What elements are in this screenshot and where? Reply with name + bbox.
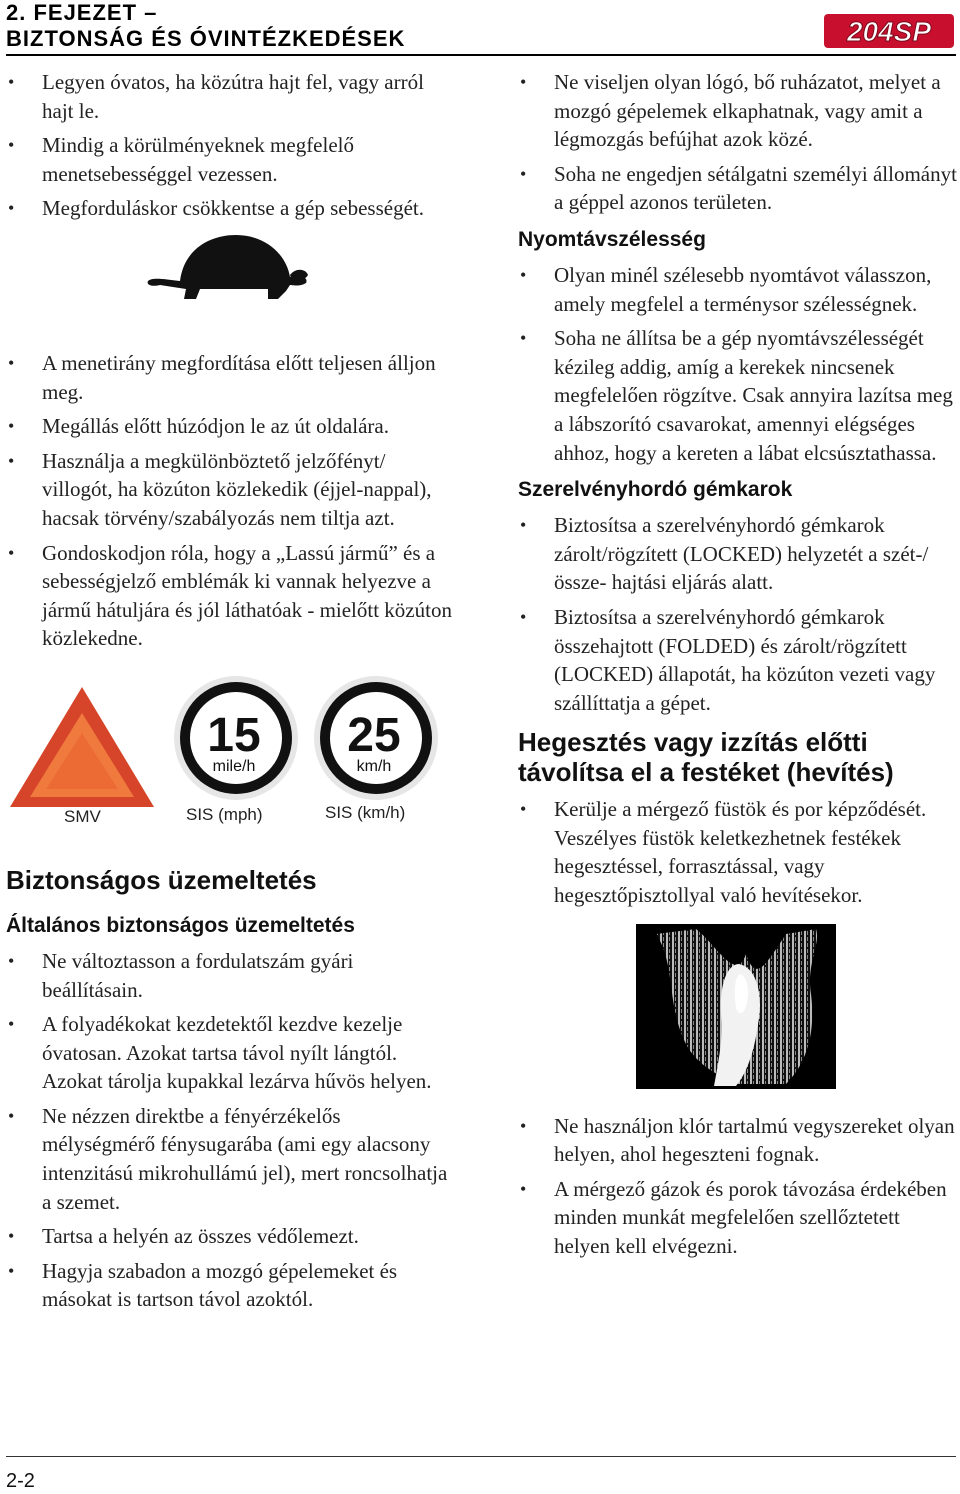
- list-item: • Megforduláskor csökkentse a gép sebességét.: [6, 194, 456, 223]
- bullet-list: [518, 1112, 958, 1261]
- list-item: • Kerülje a mérgező füstök és por képződését. Veszélyes füstök keletkezhetnek festékek hegesztéssel, forrasztással, vagy hegesztőpisztollyal való hevítésekor.: [518, 795, 958, 909]
- list-item: • Ne viseljen olyan lógó, bő ruházatot, melyet a mozgó gépelemek elkaphatnak, vagy amit a légmozgás befújhat azok közé.: [518, 68, 958, 154]
- road-signs-figure: [6, 673, 456, 909]
- list-item: • Használja a megkülönböztető jelzőfényt/ villogót, ha közúton közlekedik (éjjel-nappal), hacsak törvény/szabályozás nem tiltja azt.: [6, 447, 456, 533]
- bullet-list: [518, 261, 958, 467]
- smv-label: SMV: [64, 806, 101, 826]
- list-item: • Megállás előtt húzódjon le az út oldalára.: [6, 412, 456, 441]
- list-item: • A mérgező gázok és porok távozása érdekében minden munkát megfelelően szellőztetett helyen kell elvégezni.: [518, 1175, 958, 1261]
- section-title: Biztonságos üzemeltetés: [6, 864, 317, 895]
- sis-mph-label: SIS (mph): [186, 804, 263, 824]
- mph-unit: mile/h: [212, 757, 256, 775]
- list-item: • Olyan minél szélesebb nyomtávot válasszon, amely megfelel a terménysor szélességnek.: [518, 261, 958, 318]
- track-width-title: Nyomtávszélesség: [518, 227, 706, 251]
- list-item: • Gondoskodjon róla, hogy a „Lassú jármű” és a sebességjelző emblémák ki vannak helyezve a jármű hátuljára és jól láthatóak - mielőtt közúton közlekedne.: [6, 539, 456, 653]
- chapter-header: [6, 0, 405, 52]
- turtle-icon: [140, 229, 310, 313]
- list-item: • A menetirány megfordítása előtt teljesen álljon meg.: [6, 349, 456, 406]
- speed-sign-mph: [166, 673, 306, 803]
- list-item: • Hagyja szabadon a mozgó gépelemeket és másokat is tartson távol azoktól.: [6, 1257, 456, 1314]
- bullet-list: [518, 511, 958, 717]
- kmh-value: 25: [347, 708, 401, 762]
- subsection-title: Általános biztonságos üzemeltetés: [6, 913, 355, 937]
- sis-kmh-label: SIS (km/h): [325, 802, 406, 822]
- list-item: • Soha ne állítsa be a gép nyomtávszélességét kézileg addig, amíg a kerekek nincsenek megfelelően rögzítve. Csak annyira lazítsa meg a lábszorító csavarokat, amennyi elégséges ahhoz, hogy a kereten a lábat elcsúsztathassa.: [518, 324, 958, 467]
- footer-divider: [6, 1456, 956, 1457]
- list-item: • Ne nézzen direktbe a fényérzékelős mélységmérő fénysugarába (ami egy alacsony intenzitású mikrohullámú jel), mert roncsolhatja a szemet.: [6, 1102, 456, 1216]
- bullet-list: [6, 68, 456, 223]
- bullet-list: [6, 349, 456, 653]
- left-column: [6, 68, 456, 1320]
- bullet-list: [518, 795, 958, 909]
- kmh-unit: km/h: [356, 757, 392, 775]
- list-item: • A folyadékokat kezdetektől kezdve kezelje óvatosan. Azokat tartsa távol nyílt lángtól. Azokat tárolja kupakkal lezárva hűvös helyen.: [6, 1010, 456, 1096]
- toxic-fumes-icon: [636, 924, 836, 1089]
- list-item: • Mindig a körülményeknek megfelelő menetsebességgel vezessen.: [6, 131, 456, 188]
- list-item: • Ne változtasson a fordulatszám gyári beállításain.: [6, 947, 456, 1004]
- brand-logo: [822, 8, 956, 52]
- list-item: • Biztosítsa a szerelvényhordó gémkarok összehajtott (FOLDED) és zárolt/rögzített (LOCKED) állapotát, ha közúton vezeti vagy szállíttatja a gépet.: [518, 603, 958, 717]
- right-column: [518, 68, 958, 1267]
- mph-value: 15: [207, 708, 261, 762]
- chapter-number: 2. FEJEZET –: [6, 0, 158, 25]
- boom-arms-title: Szerelvényhordó gémkarok: [518, 478, 793, 502]
- page-number: 2-2: [6, 1470, 35, 1492]
- list-item: • Soha ne engedjen sétálgatni személyi állományt a géppel azonos területen.: [518, 160, 958, 217]
- list-item: • Biztosítsa a szerelvényhordó gémkarok zárolt/rögzített (LOCKED) helyzetét a szét-/össze- hajtási eljárás alatt.: [518, 511, 958, 597]
- turtle-figure: [6, 229, 456, 349]
- welding-title: Hegesztés vagy izzítás előtti távolítsa el a festéket (hevítés): [518, 727, 894, 788]
- list-item: • Ne használjon klór tartalmú vegyszereket olyan helyen, ahol hegeszteni fognak.: [518, 1112, 958, 1169]
- list-item: • Legyen óvatos, ha közútra hajt fel, vagy arról hajt le.: [6, 68, 456, 125]
- chapter-title: BIZTONSÁG ÉS ÓVINTÉZKEDÉSEK: [6, 26, 406, 51]
- smv-triangle-sign: [6, 683, 158, 813]
- bullet-list: [518, 68, 958, 217]
- logo-text: 204SP: [846, 16, 932, 47]
- header-divider: [6, 54, 956, 56]
- bullet-list: [6, 947, 456, 1314]
- speed-sign-kmh: [306, 673, 446, 803]
- list-item: • Tartsa a helyén az összes védőlemezt.: [6, 1222, 456, 1251]
- toxic-fumes-figure: [518, 924, 958, 1104]
